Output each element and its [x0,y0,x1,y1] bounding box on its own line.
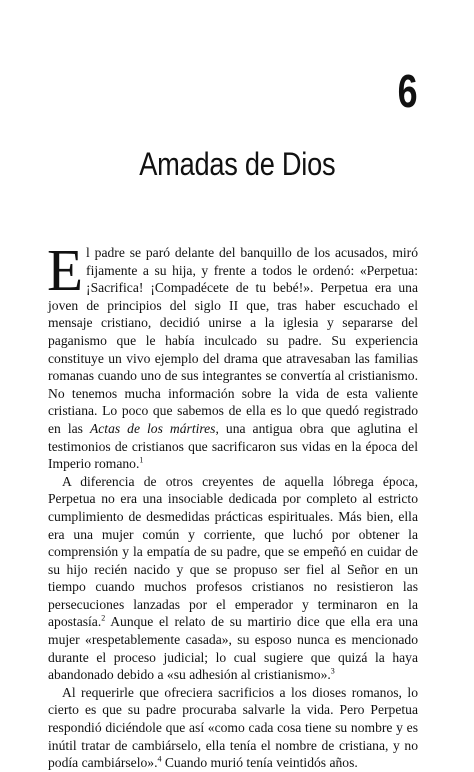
paragraph-2-text-b: Aunque el relato de su martirio dice que ella era una mujer «respetablemente casada», su esposo nunca es mencionado durante el proceso judicial; lo cual sugiere que quizá la haya abandonado debido a «su adhesión al cristianismo». [48,614,418,683]
paragraph-3-text-b: Cuando murió tenía veintidós años. [161,755,358,771]
paragraph-1-text-a: l padre se paró delante del banquillo de los acusados, miró fijamente a su hija, y frente a todos le ordenó: «Perpetua: ¡Sacrifica! ¡Compadécete de tu bebé!». Perpetua era una joven de principios del siglo II que, tras haber escuchado el mensaje cristiano, decidió unirse a la iglesia y separarse del paganismo que le había inculcado su padre. Su experiencia constituye un vivo ejemplo del drama que atravesaban las familias romanas cuando uno de sus integrantes se convertía al cristianismo. No tenemos mucha información sobre la vida de esta valiente cristiana. Lo poco que sabemos de ella es lo que quedó registrado en las [48,245,418,436]
paragraph-2-text-a: A diferencia de otros creyentes de aquella lóbrega época, Perpetua no era una insociable dedicada por completo al estricto cumplimiento de desmedidas prácticas espirituales. Más bien, ella era una mujer común y corriente, que luchó por obtener la comprensión y la empatía de su padre, que se empeñó en cuidar de su hijo recién nacido y que se propuso ser fiel al Señor en un tiempo cuando muchos profesos cristianos no resistieron las persecuciones lanzadas por el emperador y terminaron en la apostasía. [48,473,418,630]
paragraph-1-text-b: , una antigua obra que aglutina el testimonios de cristianos que sacrificaron sus vidas en la época del Imperio romano. [48,420,418,472]
chapter-number: 6 [398,65,418,117]
footnote-marker-4: 4 [157,754,162,764]
footnote-marker-2: 2 [101,613,106,623]
chapter-body [47,237,418,772]
chapter-title-text: Amadas de Dios [138,146,336,182]
paragraph-2 [48,473,418,684]
footnote-marker-1: 1 [139,455,144,465]
drop-cap: E [47,237,84,303]
paragraph-1 [47,237,418,473]
book-title-italic: Actas de los mártires [89,420,216,436]
chapter-title [0,148,474,180]
footnote-marker-3: 3 [330,666,335,676]
paragraph-3-text-a: Al requerirle que ofreciera sacrificios a los dioses romanos, lo cierto es que su padre procuraba salvarle la vida. Pero Perpetua respondió diciéndole que así «como cada cosa tiene su nombre y es inútil tratar de cambiárselo, ella tenía el nombre de cristiana, y no podía cambiárselo». [48,684,418,771]
paragraph-3 [48,684,418,772]
